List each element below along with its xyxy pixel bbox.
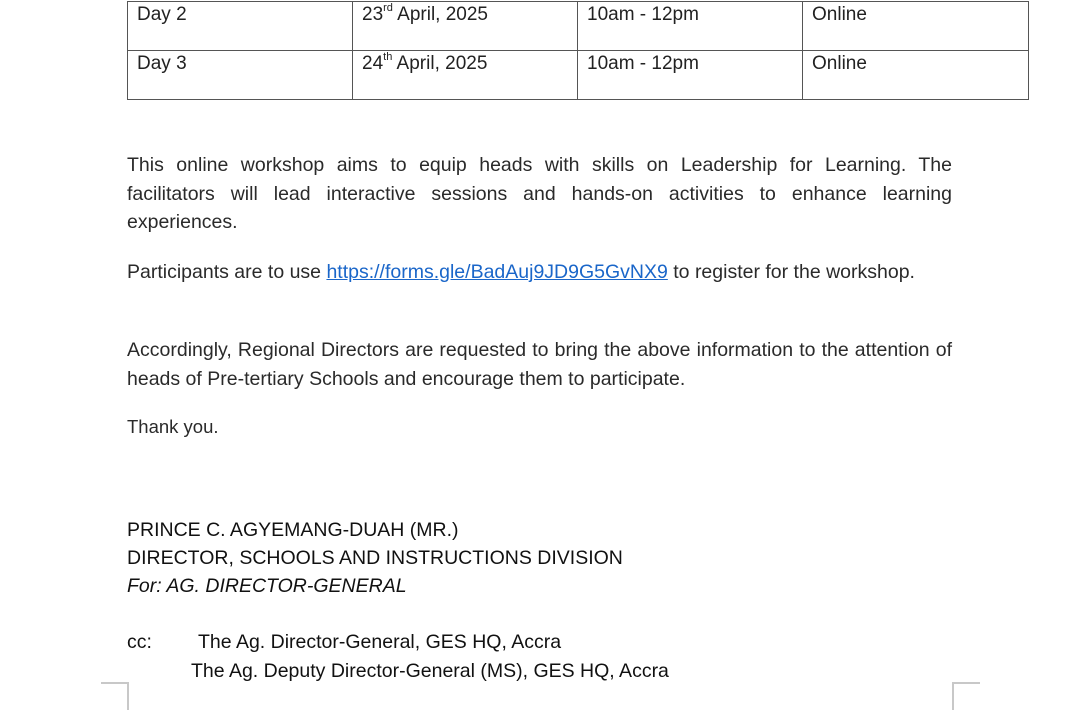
day-cell: Day 3 — [128, 51, 353, 100]
date-month-year: April, 2025 — [392, 4, 488, 25]
workshop-description-paragraph: This online workshop aims to equip heads with skills on Leadership for Learning. The facilitators will lead interactive sessions and hands-on activities to enhance learning experiences. — [127, 154, 952, 233]
signatory-on-behalf: For: AG. DIRECTOR-GENERAL — [127, 575, 407, 597]
signatory-name: PRINCE C. AGYEMANG-DUAH (MR.) — [127, 519, 459, 541]
date-ordinal-suffix: th — [383, 51, 393, 63]
signature-block — [127, 516, 623, 600]
mode-cell: Online — [803, 2, 1029, 51]
day-cell: Day 2 — [128, 2, 353, 51]
closing-text: Thank you. — [127, 416, 219, 437]
date-ordinal-suffix: rd — [383, 2, 393, 14]
regional-directors-paragraph: Accordingly, Regional Directors are requested to bring the above information to the attention of heads of Pre-tertiary Schools and encourage them to participate. — [127, 339, 952, 390]
date-month-year: April, 2025 — [392, 53, 488, 74]
cc-recipient: The Ag. Director-General, GES HQ, Accra — [198, 631, 562, 653]
date-number: 23 — [362, 4, 384, 25]
page-margin-corner-mark-right — [952, 682, 980, 710]
mode-cell: Online — [803, 51, 1029, 100]
cc-label: cc: — [127, 631, 152, 653]
page-margin-corner-mark-left — [101, 682, 129, 710]
cc-recipient: The Ag. Deputy Director-General (MS), GES HQ, Accra — [191, 659, 669, 682]
table-row — [128, 51, 1029, 100]
workshop-schedule-table — [127, 1, 1029, 100]
registration-paragraph — [127, 258, 952, 287]
registration-form-link[interactable]: https://forms.gle/BadAuj9JD9G5GvNX9 — [326, 261, 668, 283]
time-cell: 10am - 12pm — [578, 2, 803, 51]
registration-text-before: Participants are to use — [127, 261, 327, 283]
signatory-title: DIRECTOR, SCHOOLS AND INSTRUCTIONS DIVISION — [127, 547, 623, 569]
registration-text-after: to register for the workshop. — [667, 261, 915, 283]
table-row — [128, 2, 1029, 51]
date-cell — [353, 51, 578, 100]
date-number: 24 — [362, 53, 384, 74]
date-cell — [353, 2, 578, 51]
time-cell: 10am - 12pm — [578, 51, 803, 100]
